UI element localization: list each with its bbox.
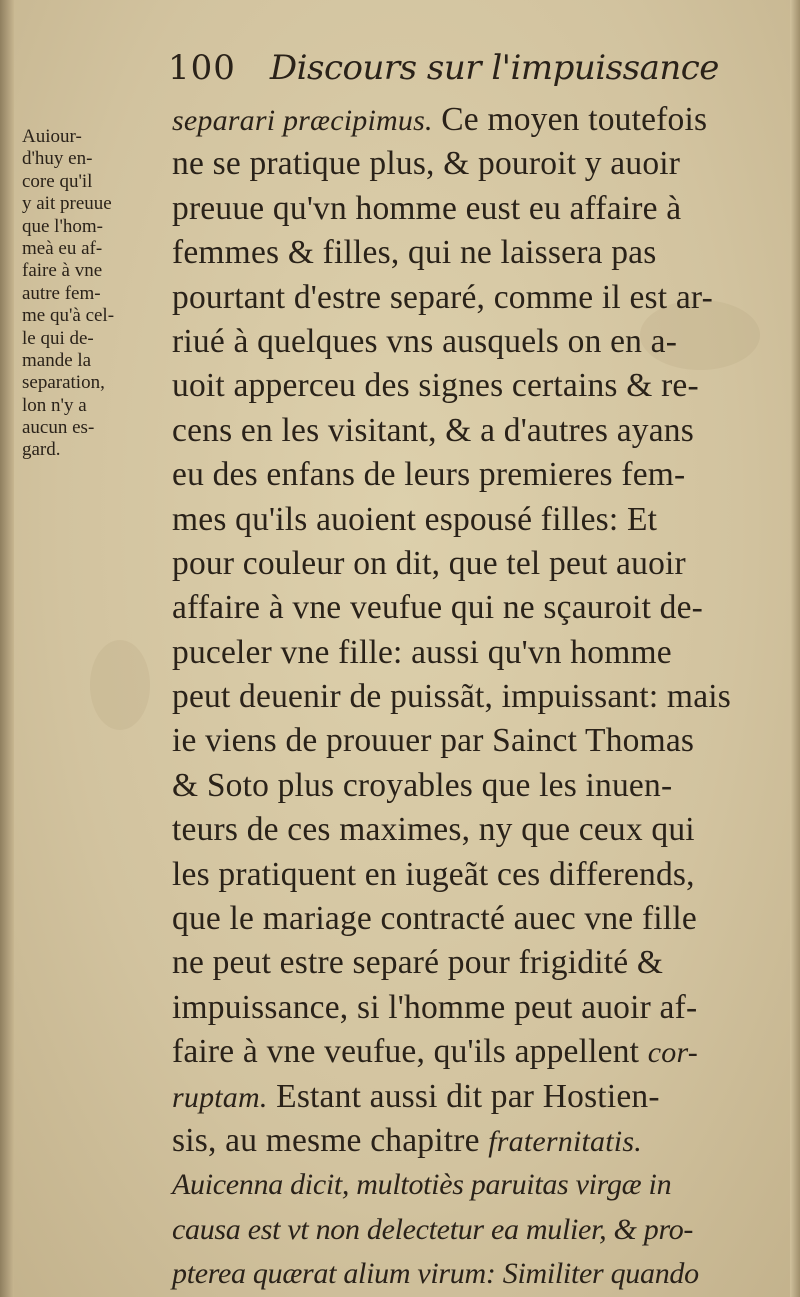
margin-note-line: meà eu af- bbox=[22, 237, 103, 259]
text-segment: Estant aussi dit par Hostien- bbox=[267, 1077, 660, 1115]
body-text bbox=[172, 98, 772, 1297]
text-line: pterea quærat alium virum: Similiter quando bbox=[172, 1257, 699, 1291]
page-number: 100 bbox=[168, 48, 236, 88]
margin-note-line: y ait preuue bbox=[22, 193, 112, 215]
latin-phrase: separari præcipimus. bbox=[172, 104, 433, 137]
margin-note-line: faire à vne bbox=[22, 260, 103, 282]
margin-note-line: aucun es- bbox=[22, 417, 95, 439]
latin-phrase: cor- bbox=[647, 1036, 698, 1070]
margin-note-line: d'huy en- bbox=[22, 148, 93, 170]
text-line bbox=[172, 1075, 772, 1119]
text-line: que le mariage contracté auec vne fille bbox=[172, 900, 697, 938]
text-line: mes qu'ils auoient espousé filles: Et bbox=[172, 500, 658, 538]
page-gutter-shadow bbox=[0, 0, 14, 1297]
text-line: impuissance, si l'homme peut auoir af- bbox=[172, 988, 698, 1026]
text-line bbox=[172, 98, 772, 142]
margin-note-line: autre fem- bbox=[22, 282, 101, 304]
text-line: ne peut estre separé pour frigidité & bbox=[172, 944, 664, 982]
margin-note-line: lon n'y a bbox=[22, 394, 87, 416]
text-line: femmes & filles, qui ne laissera pas bbox=[172, 234, 657, 272]
page-edge-shadow bbox=[790, 0, 800, 1297]
text-line: puceler vne fille: aussi qu'vn homme bbox=[172, 633, 672, 671]
latin-phrase: ruptam. bbox=[172, 1080, 268, 1114]
text-line: pour couleur on dit, que tel peut auoir bbox=[172, 544, 686, 582]
text-line: eu des enfans de leurs premieres fem- bbox=[172, 456, 686, 494]
margin-note-line: mande la bbox=[22, 349, 92, 371]
page-header bbox=[168, 48, 728, 100]
text-line: cens en les visitant, & a d'autres ayans bbox=[172, 411, 694, 449]
text-line bbox=[172, 1030, 772, 1074]
latin-phrase: fraternitatis. bbox=[488, 1124, 642, 1158]
margin-note-line: gard. bbox=[22, 439, 61, 461]
text-line: causa est vt non delectetur ea mulier, & pro- bbox=[172, 1212, 694, 1246]
paper-stain bbox=[90, 640, 150, 730]
text-segment: sis, au mesme chapitre bbox=[172, 1121, 489, 1159]
text-line: affaire à vne veufue qui ne sçauroit de- bbox=[172, 589, 704, 627]
text-segment: faire à vne veufue, qu'ils appellent bbox=[172, 1033, 648, 1071]
text-line: & Soto plus croyables que les inuen- bbox=[172, 766, 673, 804]
margin-note-line: que l'hom- bbox=[22, 215, 103, 237]
text-line: pourtant d'estre separé, comme il est ar- bbox=[172, 278, 713, 316]
running-title: Discours sur l'impuissance bbox=[269, 48, 719, 88]
text-line: riué à quelques vns ausquels on en a- bbox=[172, 322, 678, 360]
margin-note-line: separation, bbox=[22, 372, 105, 394]
text-line: uoit apperceu des signes certains & re- bbox=[172, 367, 699, 405]
text-line: les pratiquent en iugeãt ces differends, bbox=[172, 855, 695, 893]
text-line: peut deuenir de puissãt, impuissant: mais bbox=[172, 678, 732, 716]
text-line: Auicenna dicit, multotiès paruitas virgæ in bbox=[172, 1168, 672, 1202]
text-line: teurs de ces maximes, ny que ceux qui bbox=[172, 811, 695, 849]
text-line bbox=[172, 1119, 772, 1163]
text-segment: Ce moyen toutefois bbox=[432, 101, 708, 138]
margin-note bbox=[22, 126, 162, 462]
margin-note-line: core qu'il bbox=[22, 170, 93, 192]
margin-note-line: me qu'à cel- bbox=[22, 305, 115, 327]
margin-note-line: Auiour- bbox=[22, 126, 82, 147]
text-line: ie viens de prouuer par Sainct Thomas bbox=[172, 722, 695, 760]
margin-note-line: le qui de- bbox=[22, 327, 94, 349]
text-line: ne se pratique plus, & pouroit y auoir bbox=[172, 145, 681, 183]
text-line: preuue qu'vn homme eust eu affaire à bbox=[172, 189, 682, 227]
